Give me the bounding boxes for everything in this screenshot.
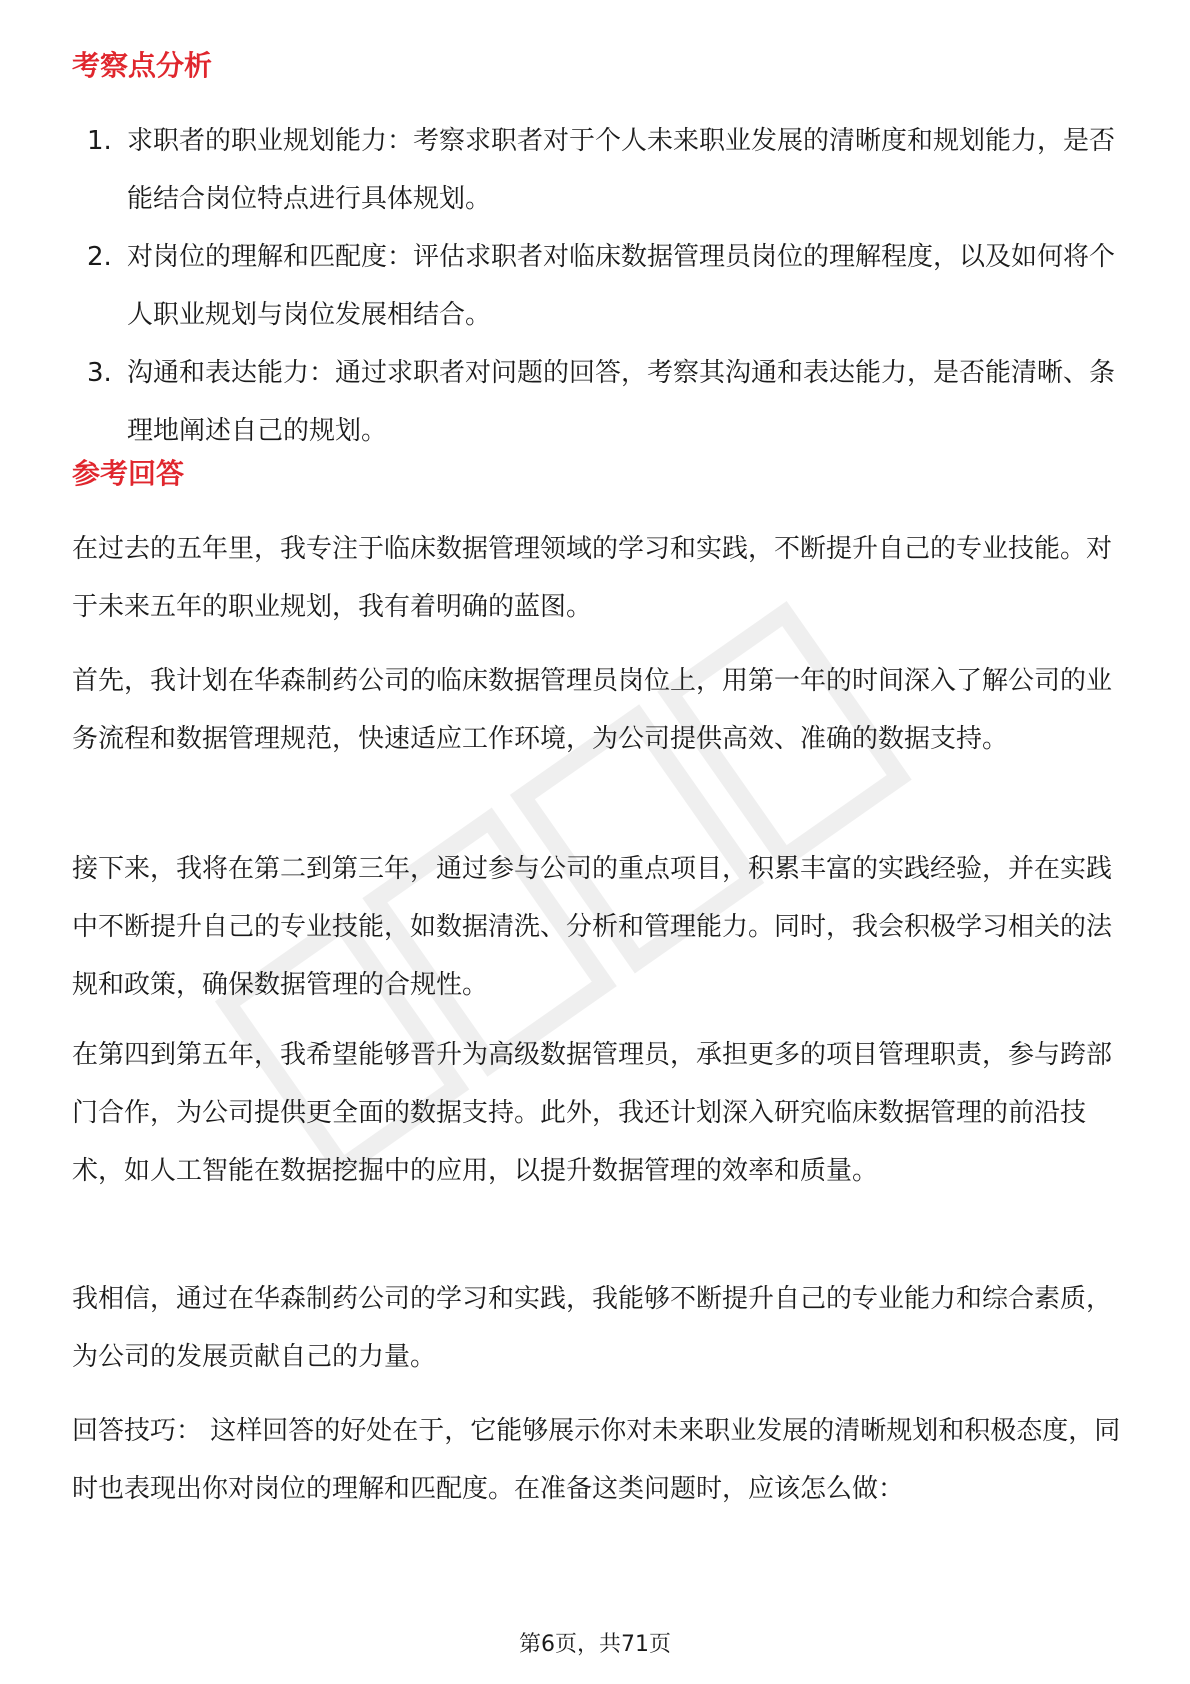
analysis-heading: 考察点分析 bbox=[72, 49, 213, 82]
list-item-text: 对岗位的理解和匹配度：评估求职者对临床数据管理员岗位的理解程度，以及如何将个人职业规划与岗位发展相结合。 bbox=[127, 242, 1116, 330]
answer-heading: 参考回答 bbox=[72, 457, 185, 490]
list-item bbox=[72, 112, 1122, 228]
list-item-text: 求职者的职业规划能力：考察求职者对于个人未来职业发展的清晰度和规划能力，是否能结合岗位特点进行具体规划。 bbox=[127, 126, 1116, 214]
list-number: 3. bbox=[87, 358, 112, 388]
list-number: 2. bbox=[87, 242, 112, 272]
page-footer: 第6页，共71页 bbox=[519, 1632, 671, 1657]
list-number: 1. bbox=[87, 126, 112, 156]
answer-paragraph: 接下来，我将在第二到第三年，通过参与公司的重点项目，积累丰富的实践经验，并在实践中不断提升自己的专业技能，如数据清洗、分析和管理能力。同时，我会积极学习相关的法规和政策，确保数据管理的合规性。 bbox=[72, 854, 1113, 1000]
list-item-text: 沟通和表达能力：通过求职者对问题的回答，考察其沟通和表达能力，是否能清晰、条理地阐述自己的规划。 bbox=[127, 358, 1116, 446]
answer-tips-paragraph: 回答技巧： 这样回答的好处在于，它能够展示你对未来职业发展的清晰规划和积极态度，同时也表现出你对岗位的理解和匹配度。在准备这类问题时，应该怎么做： bbox=[72, 1416, 1121, 1504]
answer-paragraph: 在第四到第五年，我希望能够晋升为高级数据管理员，承担更多的项目管理职责，参与跨部门合作，为公司提供更全面的数据支持。此外，我还计划深入研究临床数据管理的前沿技术，如人工智能在数据挖掘中的应用，以提升数据管理的效率和质量。 bbox=[72, 1040, 1113, 1186]
answer-paragraph: 首先，我计划在华森制药公司的临床数据管理员岗位上，用第一年的时间深入了解公司的业务流程和数据管理规范，快速适应工作环境，为公司提供高效、准确的数据支持。 bbox=[72, 666, 1113, 754]
answer-paragraph: 在过去的五年里，我专注于临床数据管理领域的学习和实践，不断提升自己的专业技能。对于未来五年的职业规划，我有着明确的蓝图。 bbox=[72, 534, 1113, 622]
list-item bbox=[72, 228, 1122, 344]
analysis-list bbox=[72, 112, 1122, 460]
list-item bbox=[72, 344, 1122, 460]
answer-paragraph: 我相信，通过在华森制药公司的学习和实践，我能够不断提升自己的专业能力和综合素质，为公司的发展贡献自己的力量。 bbox=[72, 1284, 1113, 1372]
